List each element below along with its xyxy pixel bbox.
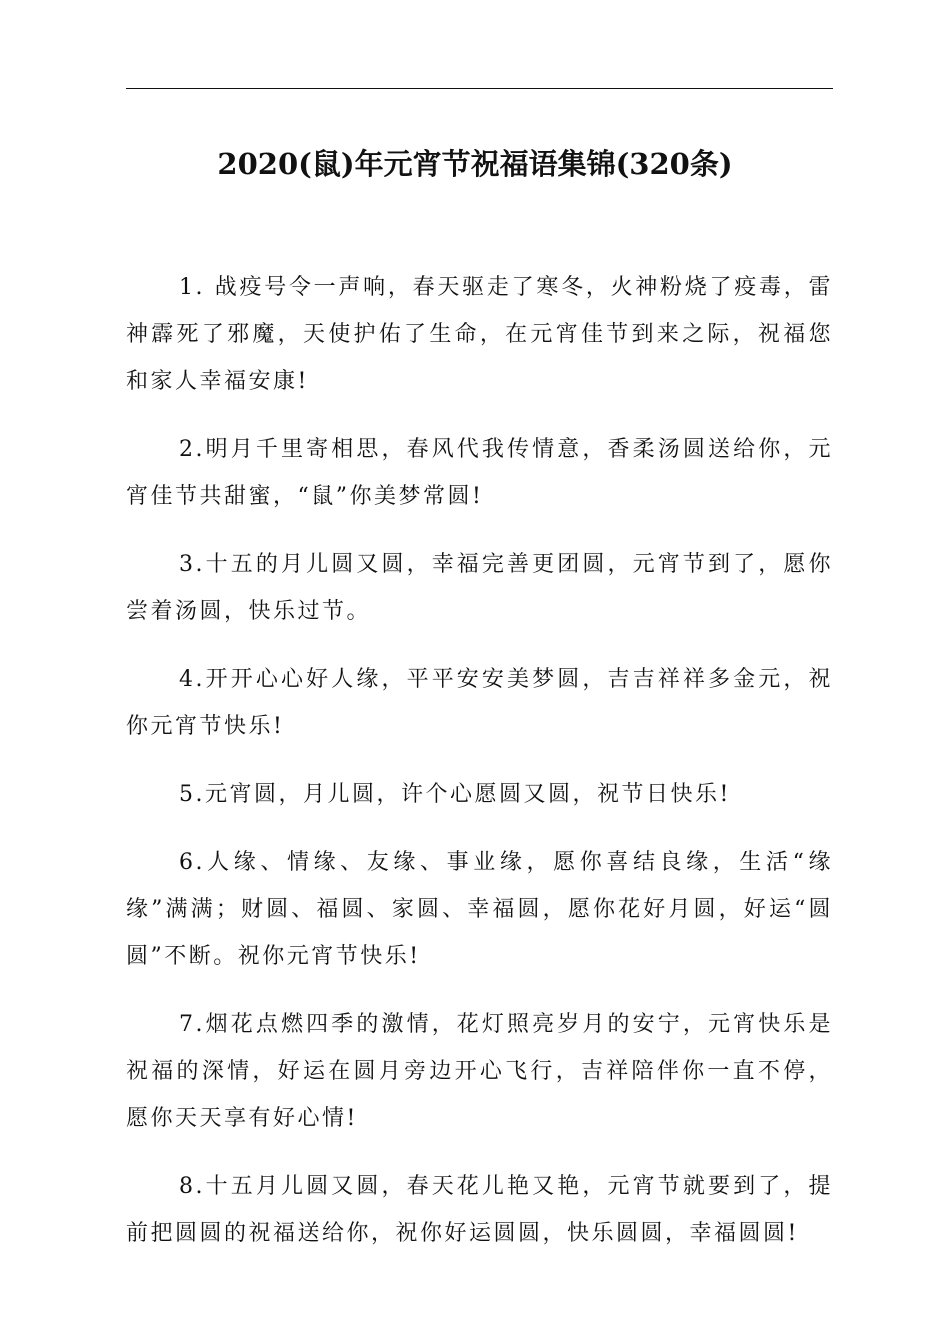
paragraph-6: 6.人缘、情缘、友缘、事业缘，愿你喜结良缘，生活“缘缘”满满；财圆、福圆、家圆、幸福圆，愿你花好月圆，好运“圆圆”不断。祝你元宵节快乐! <box>126 850 833 969</box>
paragraph-7: 7.烟花点燃四季的激情，花灯照亮岁月的安宁，元宵快乐是祝福的深情，好运在圆月旁边开心飞行，吉祥陪伴你一直不停，愿你天天享有好心情! <box>126 1012 833 1131</box>
paragraph-8: 8.十五月儿圆又圆，春天花儿艳又艳，元宵节就要到了，提前把圆圆的祝福送给你，祝你好运圆圆，快乐圆圆，幸福圆圆! <box>126 1174 833 1246</box>
document-body <box>126 264 833 1278</box>
paragraph-1: 1. 战疫号令一声响，春天驱走了寒冬，火神粉烧了疫毒，雷神霹死了邪魔，天使护佑了生命，在元宵佳节到来之际，祝福您和家人幸福安康! <box>126 275 833 394</box>
paragraph-2: 2.明月千里寄相思，春风代我传情意，香柔汤圆送给你，元宵佳节共甜蜜，“鼠”你美梦常圆! <box>126 437 833 509</box>
paragraph-3: 3.十五的月儿圆又圆，幸福完善更团圆，元宵节到了，愿你尝着汤圆，快乐过节。 <box>126 552 833 624</box>
header-rule <box>126 88 833 89</box>
paragraph-4: 4.开开心心好人缘，平平安安美梦圆，吉吉祥祥多金元，祝你元宵节快乐! <box>126 667 833 739</box>
document-title: 2020(鼠)年元宵节祝福语集锦(320条) <box>217 147 733 181</box>
paragraph-5: 5.元宵圆，月儿圆，许个心愿圆又圆，祝节日快乐! <box>179 782 731 807</box>
